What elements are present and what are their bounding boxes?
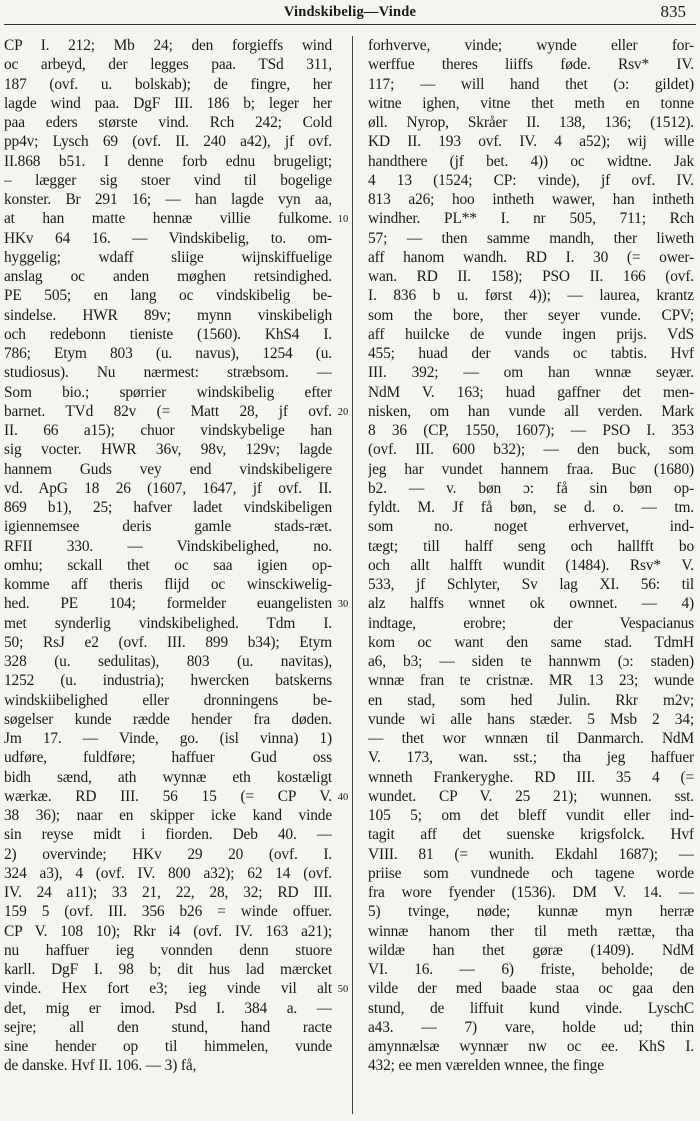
text-line: vunde wi alle hans stæder. 5 Msb 2 34; bbox=[368, 710, 694, 728]
text-line: a6, b3; — siden te hannwm (ɔ: staden) bbox=[368, 653, 694, 670]
text-line: 869 b1), 25; hafver ladet vindskibeligen bbox=[4, 499, 332, 516]
text-line: CP I. 212; Mb 24; den forgieffs wind bbox=[4, 37, 332, 54]
text-line: 455; huad der vands oc tabtis. Hvf bbox=[368, 345, 694, 362]
text-line: (ovf. III. 600 b32); — den buck, som bbox=[368, 441, 694, 459]
text-line: vinde. Hex fort e3; ieg vinde vil alt bbox=[4, 980, 332, 998]
text-line: tægt; till halff seng och hallfft bo bbox=[368, 537, 694, 555]
text-line: 4 13 (1524; CP: vinde), jf ovf. IV. bbox=[368, 171, 694, 189]
text-line: sine hender op til himmelen, vunde bbox=[4, 1038, 332, 1055]
text-line: 786; Etym 803 (u. navus), 1254 (u. bbox=[4, 345, 332, 362]
text-line: 159 5 (ovf. III. 356 b26 = winde offuer. bbox=[4, 903, 332, 921]
right-column bbox=[368, 36, 694, 1116]
text-line: sig vocter. HWR 36v, 98v, 129v; lagde bbox=[4, 441, 332, 459]
text-line: studiosus). Nu nærmest: stræbsom. — bbox=[4, 364, 332, 382]
text-line: 117; — will hand thet (ɔ: gildet) bbox=[368, 75, 694, 93]
text-line: RFII 330. — Vindskibelighed, no. bbox=[4, 537, 332, 555]
text-line: fra wore fyender (1536). DM V. 14. — bbox=[368, 884, 694, 901]
text-line: wærkæ. RD III. 56 15 (= CP V. bbox=[4, 787, 332, 805]
text-line: windskiibelighed eller dronningens be- bbox=[4, 691, 332, 709]
text-line: omhu; sckall thet oc saa igien op- bbox=[4, 556, 332, 574]
text-line: aff huilcke de vunde ingen prijs. VdS bbox=[368, 325, 694, 343]
text-line: fyldt. M. Jf få bøn, se d. o. — tm. bbox=[368, 499, 694, 516]
text-line: 5) tvinge, nøde; kunnæ myn herræ bbox=[368, 903, 694, 921]
text-line: Som bio.; spørrier windskibelig efter bbox=[4, 383, 332, 401]
text-line: oc arbeyd, der legges paa. TSd 311, bbox=[4, 56, 332, 74]
text-line: PE 505; en lang oc vindskibelig be- bbox=[4, 287, 332, 305]
text-line: amynnælsæ wynnær nw oc ee. KhS I. bbox=[368, 1038, 694, 1055]
text-line: wnneth Frankeryghe. RD III. 35 4 (= bbox=[368, 768, 694, 786]
text-line: 432; ee men værelden wnnee, the finge bbox=[368, 1057, 604, 1075]
text-line: och allt halfft wundit (1484). Rsv* V. bbox=[368, 556, 694, 574]
text-line: I. 836 b u. først 4)); — laurea, krantz bbox=[368, 287, 694, 305]
text-line: II. 66 a15); chuor vindskybelige han bbox=[4, 422, 332, 439]
text-line: forhverve, vinde; wynde eller for- bbox=[368, 37, 694, 54]
text-line: b2. — v. bøn ɔ: få sin bøn op- bbox=[368, 479, 694, 497]
text-line: 328 (u. sedulitas), 803 (u. navitas), bbox=[4, 653, 332, 670]
text-line: KD II. 193 ovf. IV. 4 a52); wij wille bbox=[368, 133, 694, 151]
text-line: priise som vundnede och tagene worde bbox=[368, 864, 694, 882]
header-rule bbox=[4, 24, 696, 25]
text-line: 38 36); naar en skipper icke kand vinde bbox=[4, 807, 332, 824]
text-line: pp4v; Lysch 69 (ovf. II. 240 a42), jf ovf. bbox=[4, 133, 332, 151]
text-line: jeg har vundet hannem fraa. Buc (1680) bbox=[368, 460, 694, 478]
text-line: met synderlig vindskibelighed. Tdm I. bbox=[4, 614, 332, 632]
text-line: kom oc want den same stad. TdmH bbox=[368, 633, 694, 651]
text-line: sin reyse midt i fiorden. Deb 40. — bbox=[4, 826, 332, 844]
line-number: 40 bbox=[337, 791, 349, 803]
text-line: 8 36 (CP, 1550, 1607); — PSO I. 353 bbox=[368, 422, 694, 439]
text-line: at han matte hennæ villie fulkome. bbox=[4, 210, 332, 228]
page-number: 835 bbox=[660, 2, 686, 21]
text-line: wnnæ fran te cristnæ. MR 13 23; wunde bbox=[368, 672, 694, 690]
text-line: handthere (jf bet. 4)) oc widtne. Jak bbox=[368, 152, 694, 170]
text-line: NdM V. 163; huad gaffner det men- bbox=[368, 383, 694, 401]
text-line: lagde wind paa. DgF III. 186 b; leger her bbox=[4, 94, 332, 112]
text-line: CP V. 108 10); Rkr i4 (ovf. IV. 163 a21); bbox=[4, 922, 332, 940]
text-line: det, mig er imod. Psd I. 384 a. — bbox=[4, 999, 332, 1017]
text-line: udføre, fuldføre; haffuer Gud oss bbox=[4, 749, 332, 767]
text-line: wan. RD II. 158); PSO II. 166 (ovf. bbox=[368, 268, 694, 285]
text-line: vilde der med baade staa oc gaa den bbox=[368, 980, 694, 998]
text-line: anslag oc anden møghen retsindighed. bbox=[4, 268, 332, 285]
text-line: karll. DgF I. 98 b; dit hus lad mærcket bbox=[4, 961, 332, 978]
text-line: paa eders største vind. Rch 242; Cold bbox=[4, 114, 332, 131]
text-line: stund, de liffuit kund vinde. LyschC bbox=[368, 999, 694, 1017]
text-line: winnæ hanom ther til meth rættæ, tha bbox=[368, 922, 694, 940]
text-line: alz halffs wnnet ok ownnet. — 4) bbox=[368, 595, 694, 613]
text-line: søgelser kunde rædde hender fra døden. bbox=[4, 710, 332, 728]
text-line: vd. ApG 18 26 (1607, 1647, jf ovf. II. bbox=[4, 479, 332, 497]
text-line: windher. PL** I. nr 505, 711; Rch bbox=[368, 210, 694, 228]
text-line: HKv 64 16. — Vindskibelig, to. om- bbox=[4, 229, 332, 247]
text-line: III. 392; — om han wnnæ seyær. bbox=[368, 364, 694, 382]
text-line: VI. 16. — 6) friste, beholde; de bbox=[368, 961, 694, 978]
line-number: 50 bbox=[337, 984, 349, 996]
text-line: wildæ han thet gøræ (1409). NdM bbox=[368, 941, 694, 959]
text-line: øll. Nyrop, Skråer II. 138, 136; (1512). bbox=[368, 114, 694, 131]
text-line: IV. 24 a11); 33 21, 22, 28, 32; RD III. bbox=[4, 884, 332, 901]
line-number: 10 bbox=[337, 214, 349, 226]
column-divider bbox=[352, 36, 353, 1114]
text-line: sejre; all den stund, hand racte bbox=[4, 1018, 332, 1036]
text-line: tagit aff det suenske krigsfolck. Hvf bbox=[368, 826, 694, 844]
text-line: witne ighen, vitne thet meth en tonne bbox=[368, 94, 694, 112]
text-line: nisken, om han vunde all verden. Mark bbox=[368, 402, 694, 420]
text-line: barnet. TVd 82v (= Matt 28, jf ovf. bbox=[4, 402, 332, 420]
line-number: 30 bbox=[337, 599, 349, 611]
text-line: en stad, som hed Julin. Rkr m2v; bbox=[368, 691, 694, 709]
text-line: de danske. Hvf II. 106. — 3) få, bbox=[4, 1057, 197, 1075]
text-line: hed. PE 104; formelder euangelisten bbox=[4, 595, 332, 613]
line-number: 20 bbox=[337, 406, 349, 418]
text-line: a43. — 7) vare, holde ud; thin bbox=[368, 1018, 694, 1036]
text-line: V. 173, wan. sst.; tha jeg haffuer bbox=[368, 749, 694, 767]
text-line: – lægger sig stoer vind til bogelige bbox=[4, 171, 332, 189]
text-line: — thet wor wnnæn til Danmarch. NdM bbox=[368, 730, 694, 747]
text-line: indtage, erobre; der Vespacianus bbox=[368, 614, 694, 632]
text-line: hannem Guds vey end vindskibeligere bbox=[4, 460, 332, 478]
text-line: hyggelig; wdaff sliige wijnskiffuelige bbox=[4, 248, 332, 266]
text-line: Jm 17. — Vinde, go. (isl vinna) 1) bbox=[4, 730, 332, 747]
text-line: 105 5; om det bleff vundit eller ind- bbox=[368, 807, 694, 824]
text-line: 324 a3), 4 (ovf. IV. 800 a32); 62 14 (ovf. bbox=[4, 864, 332, 882]
text-line: komme aff theris flijd oc winsckiwelig- bbox=[4, 576, 332, 593]
page-header bbox=[0, 2, 700, 24]
text-line: igiennemsee deris gamle stads-ræt. bbox=[4, 518, 332, 536]
left-column bbox=[4, 36, 332, 1116]
text-line: 2) overvinde; HKv 29 20 (ovf. I. bbox=[4, 845, 332, 863]
text-line: 533, jf Schlyter, Sv lag XI. 56: til bbox=[368, 576, 694, 593]
text-line: wundet. CP V. 25 21); wunnen. sst. bbox=[368, 787, 694, 805]
text-line: 187 (ovf. u. bolskab); de fingre, her bbox=[4, 75, 332, 93]
text-line: II.868 b51. I denne forb ednu brugeligt; bbox=[4, 152, 332, 170]
text-line: 50; RsJ e2 (ovf. III. 899 b34); Etym bbox=[4, 633, 332, 651]
text-line: 57; — then samme mandh, ther liweth bbox=[368, 229, 694, 247]
text-line: werffue theres liiffs føde. Rsv* IV. bbox=[368, 56, 694, 74]
text-line: bidh sænd, ath wynnæ eth kostæligt bbox=[4, 768, 332, 786]
text-line: 1252 (u. industria); hwercken batskerns bbox=[4, 672, 332, 690]
running-title: Vindskibelig—Vinde bbox=[283, 4, 417, 20]
text-line: 813 a26; hoo intheth wawer, han intheth bbox=[368, 191, 694, 208]
text-line: konster. Br 291 16; — han lagde vyn aa, bbox=[4, 191, 332, 208]
text-line: nu haffuer ieg vonnden denn stuore bbox=[4, 941, 332, 959]
text-line: som no. noget erhvervet, ind- bbox=[368, 518, 694, 536]
text-line: sindelse. HWR 89v; mynn vinskibeligh bbox=[4, 306, 332, 324]
text-line: och redebonn tieniste (1560). KhS4 I. bbox=[4, 325, 332, 343]
text-line: aff hanom wandh. RD I. 30 (= ower- bbox=[368, 248, 694, 266]
text-line: som the bore, ther seyer vunde. CPV; bbox=[368, 306, 694, 324]
text-line: VIII. 81 (= wunith. Ekdahl 1687); — bbox=[368, 845, 694, 863]
